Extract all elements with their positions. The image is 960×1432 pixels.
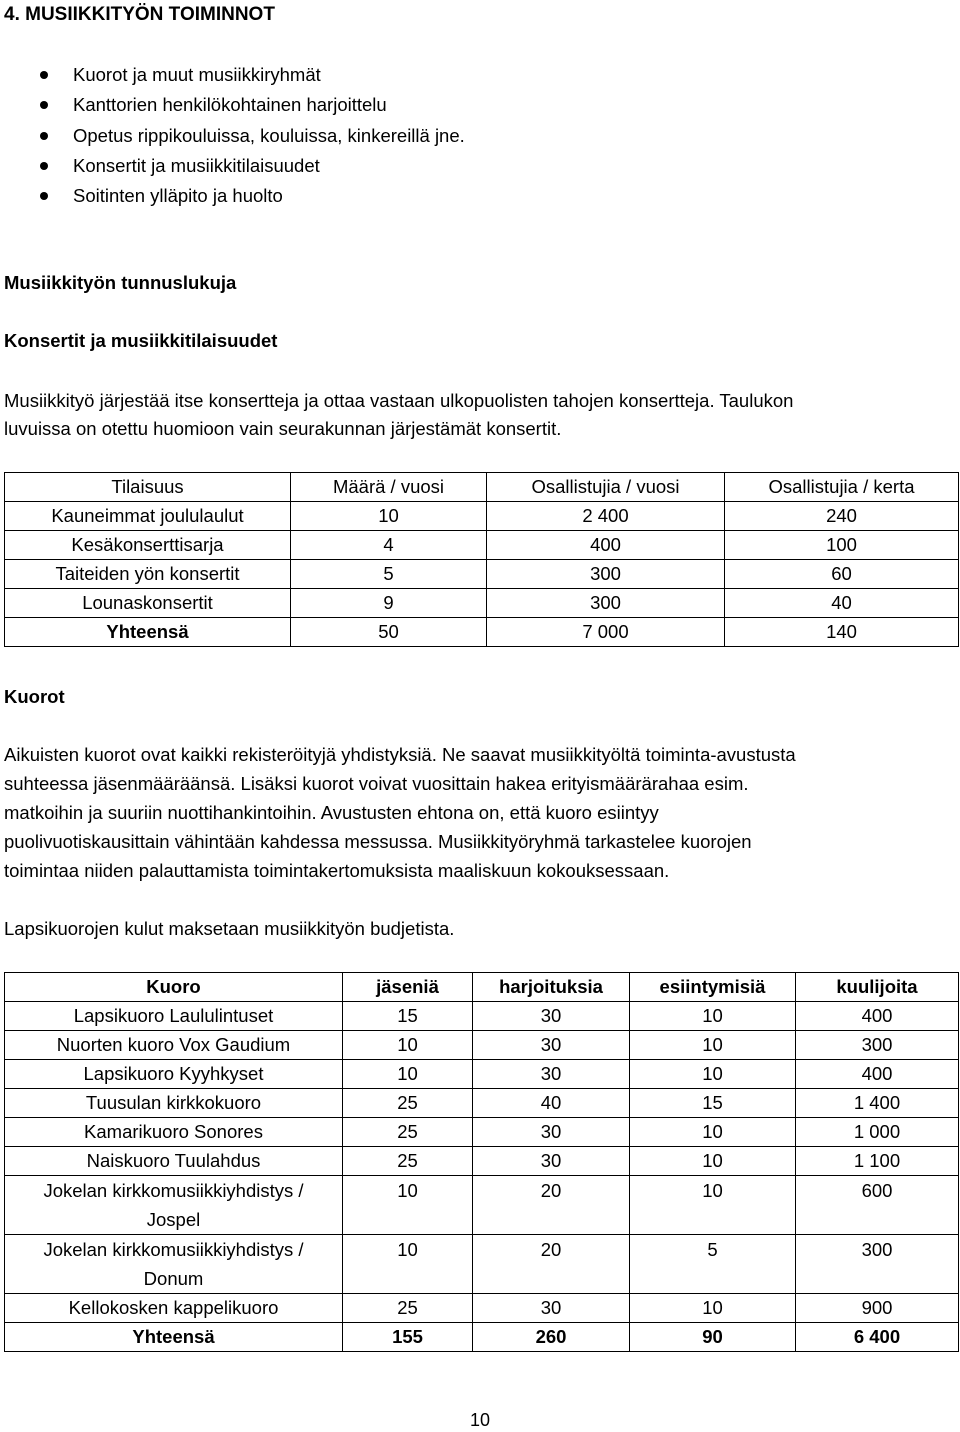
table-cell: Yhteensä [5, 618, 291, 647]
table-cell: 10 [630, 1118, 796, 1147]
table-cell: 10 [630, 1060, 796, 1089]
table-cell: 155 [343, 1323, 473, 1352]
table-row [5, 1118, 959, 1147]
table-row [5, 589, 959, 618]
table-cell: 10 [343, 1235, 473, 1294]
table-cell: 50 [291, 618, 487, 647]
table-cell: 400 [487, 531, 725, 560]
table-row [5, 502, 959, 531]
table-cell: 4 [291, 531, 487, 560]
table-cell: 600 [796, 1176, 959, 1235]
activities-list [0, 60, 465, 211]
table-cell: 15 [343, 1002, 473, 1031]
page-number: 10 [469, 1410, 491, 1430]
column-header: kuulijoita [796, 973, 959, 1002]
table-cell: Jokelan kirkkomusiikkiyhdistys / Jospel [5, 1176, 343, 1235]
table-cell: 900 [796, 1294, 959, 1323]
table-cell: 30 [473, 1147, 630, 1176]
list-item: Opetus rippikouluissa, kouluissa, kinkereillä jne. [0, 121, 465, 151]
table-cell: Kauneimmat joululaulut [5, 502, 291, 531]
table-cell: 40 [473, 1089, 630, 1118]
table-cell: Kesäkonserttisarja [5, 531, 291, 560]
table-cell: 15 [630, 1089, 796, 1118]
table-cell: Kellokosken kappelikuoro [5, 1294, 343, 1323]
list-item: Konsertit ja musiikkitilaisuudet [0, 151, 465, 181]
table-cell: 90 [630, 1323, 796, 1352]
table-cell: Tuusulan kirkkokuoro [5, 1089, 343, 1118]
table-cell: 60 [725, 560, 959, 589]
table-header-row [5, 973, 959, 1002]
table-cell: 25 [343, 1118, 473, 1147]
table-cell: 9 [291, 589, 487, 618]
table-cell: 300 [487, 560, 725, 589]
choirs-text-line: suhteessa jäsenmääräänsä. Lisäksi kuorot voivat vuosittain hakea erityismäärärahaa esim. [4, 773, 749, 794]
table-cell: 10 [630, 1031, 796, 1060]
choirs-text-line: toimintaa niiden palauttamista toimintakertomuksista maaliskuun kokouksessaan. [4, 860, 670, 881]
column-header: Kuoro [5, 973, 343, 1002]
table-total-row [5, 1323, 959, 1352]
table-cell: 7 000 [487, 618, 725, 647]
bullet-icon [40, 162, 48, 170]
choirs-text-line: Aikuisten kuorot ovat kaikki rekisteröityjä yhdistyksiä. Ne saavat musiikkityöltä toiminta-avustusta [4, 744, 796, 765]
children-choir-text: Lapsikuorojen kulut maksetaan musiikkityön budjetista. [4, 918, 455, 939]
table-cell: 5 [291, 560, 487, 589]
table-cell: 1 000 [796, 1118, 959, 1147]
choirs-table [4, 972, 959, 1352]
column-header: Määrä / vuosi [291, 473, 487, 502]
table-cell: 300 [796, 1031, 959, 1060]
table-cell: Jokelan kirkkomusiikkiyhdistys / Donum [5, 1235, 343, 1294]
concerts-text-line: Musiikkityö järjestää itse konsertteja ja ottaa vastaan ulkopuolisten tahojen konsertteja. Taulukon [4, 390, 794, 411]
table-cell: 10 [343, 1060, 473, 1089]
table-cell: 30 [473, 1002, 630, 1031]
concerts-text-line: luvuissa on otettu huomioon vain seurakunnan järjestämät konsertit. [4, 418, 562, 439]
table-cell: Yhteensä [5, 1323, 343, 1352]
table-cell: 40 [725, 589, 959, 618]
list-item: Soitinten ylläpito ja huolto [0, 181, 465, 211]
table-cell: 25 [343, 1089, 473, 1118]
table-row [5, 1002, 959, 1031]
table-row [5, 1060, 959, 1089]
bullet-icon [40, 71, 48, 79]
list-item: Kanttorien henkilökohtainen harjoittelu [0, 90, 465, 120]
table-cell: 25 [343, 1147, 473, 1176]
table-cell: 30 [473, 1060, 630, 1089]
bullet-icon [40, 101, 48, 109]
table-cell: 1 100 [796, 1147, 959, 1176]
table-cell: 6 400 [796, 1323, 959, 1352]
table-cell: 30 [473, 1294, 630, 1323]
table-row [5, 1294, 959, 1323]
concerts-table [4, 472, 959, 647]
table-cell: 20 [473, 1235, 630, 1294]
table-cell: 300 [487, 589, 725, 618]
table-row [5, 531, 959, 560]
table-cell: 30 [473, 1031, 630, 1060]
table-total-row [5, 618, 959, 647]
table-cell: 10 [630, 1294, 796, 1323]
table-cell: 10 [630, 1147, 796, 1176]
concerts-heading: Konsertit ja musiikkitilaisuudet [4, 330, 278, 351]
column-header: Osallistujia / vuosi [487, 473, 725, 502]
table-cell: 25 [343, 1294, 473, 1323]
table-cell: 10 [630, 1002, 796, 1031]
table-cell: Taiteiden yön konsertit [5, 560, 291, 589]
table-cell: Kamarikuoro Sonores [5, 1118, 343, 1147]
column-header: Tilaisuus [5, 473, 291, 502]
column-header: esiintymisiä [630, 973, 796, 1002]
list-item: Kuorot ja muut musiikkiryhmät [0, 60, 465, 90]
table-cell: 100 [725, 531, 959, 560]
table-cell: 240 [725, 502, 959, 531]
table-cell: 30 [473, 1118, 630, 1147]
table-row [5, 1147, 959, 1176]
key-figures-heading: Musiikkityön tunnuslukuja [4, 272, 237, 293]
table-cell: 1 400 [796, 1089, 959, 1118]
column-header: harjoituksia [473, 973, 630, 1002]
table-cell: Lapsikuoro Kyyhkyset [5, 1060, 343, 1089]
bullet-icon [40, 132, 48, 140]
table-cell: 260 [473, 1323, 630, 1352]
bullet-icon [40, 192, 48, 200]
table-cell: 5 [630, 1235, 796, 1294]
table-cell: Naiskuoro Tuulahdus [5, 1147, 343, 1176]
table-cell: 300 [796, 1235, 959, 1294]
table-cell: 140 [725, 618, 959, 647]
column-header: jäseniä [343, 973, 473, 1002]
table-cell: Nuorten kuoro Vox Gaudium [5, 1031, 343, 1060]
table-cell: 10 [630, 1176, 796, 1235]
table-cell: 10 [343, 1031, 473, 1060]
table-cell: 2 400 [487, 502, 725, 531]
table-row [5, 1031, 959, 1060]
table-header-row [5, 473, 959, 502]
table-cell: 400 [796, 1060, 959, 1089]
table-cell: 10 [291, 502, 487, 531]
table-cell: 10 [343, 1176, 473, 1235]
table-row [5, 1235, 959, 1294]
choirs-heading: Kuorot [4, 686, 65, 707]
table-row [5, 1089, 959, 1118]
table-row [5, 1176, 959, 1235]
table-cell: 20 [473, 1176, 630, 1235]
table-cell: Lounaskonsertit [5, 589, 291, 618]
column-header: Osallistujia / kerta [725, 473, 959, 502]
table-row [5, 560, 959, 589]
table-cell: 400 [796, 1002, 959, 1031]
choirs-text-line: puolivuotiskausittain vähintään kahdessa messussa. Musiikkityöryhmä tarkastelee kuorojen [4, 831, 752, 852]
section-heading: 4. MUSIIKKITYÖN TOIMINNOT [4, 4, 275, 25]
choirs-text-line: matkoihin ja suuriin nuottihankintoihin. Avustusten ehtona on, että kuoro esiintyy [4, 802, 659, 823]
table-cell: Lapsikuoro Laululintuset [5, 1002, 343, 1031]
